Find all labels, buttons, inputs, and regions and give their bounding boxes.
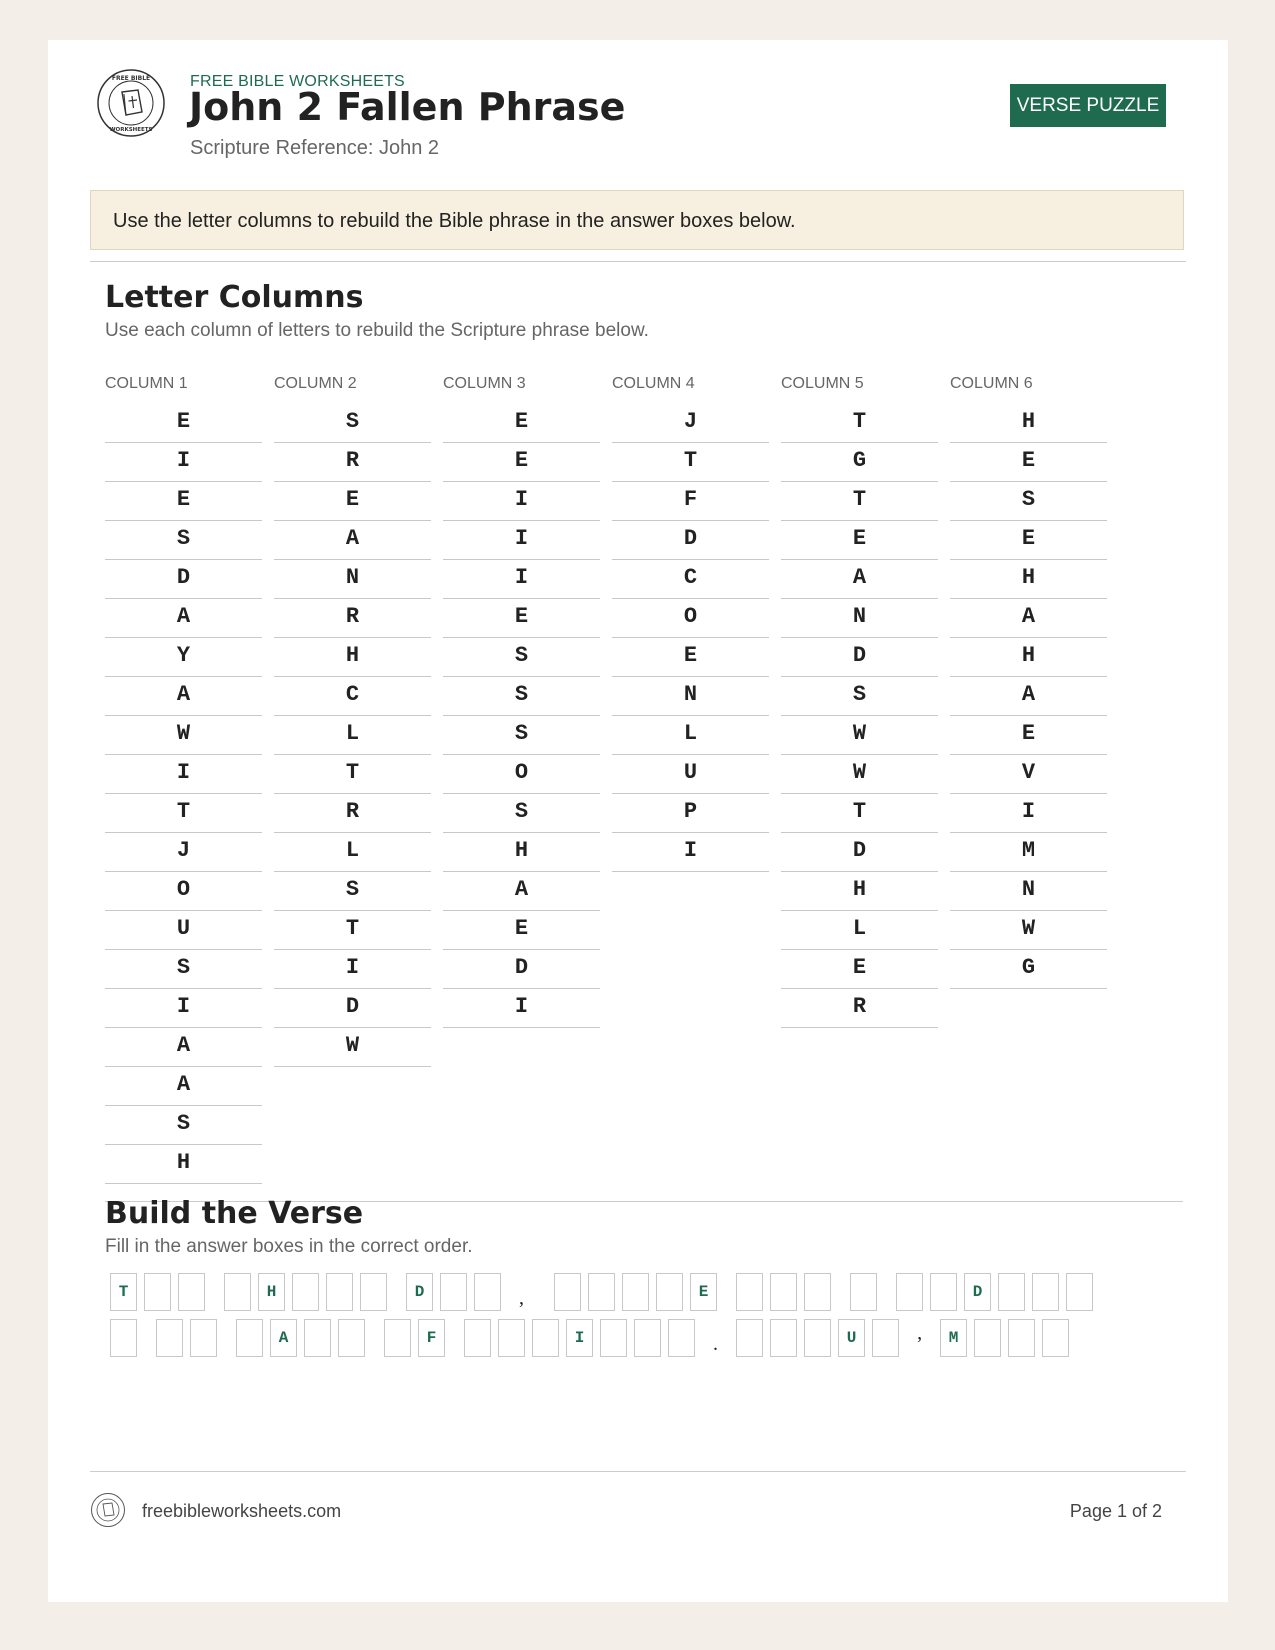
column-letter: S (105, 950, 262, 989)
answer-box[interactable] (1032, 1273, 1059, 1311)
column-letter: N (781, 599, 938, 638)
column-letter: S (443, 638, 600, 677)
column-letter: N (612, 677, 769, 716)
column-letter: R (274, 443, 431, 482)
column-letter: H (781, 872, 938, 911)
answer-box[interactable] (326, 1273, 353, 1311)
column-letter: C (612, 560, 769, 599)
column-letter: S (443, 677, 600, 716)
column-letter: H (443, 833, 600, 872)
column-letter: A (274, 521, 431, 560)
column-letter: T (105, 794, 262, 833)
build-verse-subheading: Fill in the answer boxes in the correct order. (105, 1236, 473, 1257)
answer-box[interactable] (998, 1273, 1025, 1311)
column-letter: E (950, 716, 1107, 755)
column-letter: W (950, 911, 1107, 950)
punctuation-mark: , (519, 1287, 524, 1309)
column-letter: Y (105, 638, 262, 677)
answer-box[interactable] (464, 1319, 491, 1357)
answer-box[interactable] (474, 1273, 501, 1311)
letter-column (274, 376, 431, 1067)
answer-box[interactable] (360, 1273, 387, 1311)
column-letter: I (105, 755, 262, 794)
column-letter: A (105, 599, 262, 638)
bible-logo-icon (96, 68, 166, 138)
column-letter: D (274, 989, 431, 1028)
column-letter: D (105, 560, 262, 599)
answer-box[interactable] (804, 1273, 831, 1311)
column-letter: W (781, 716, 938, 755)
column-letter: E (781, 950, 938, 989)
column-letter: E (612, 638, 769, 677)
column-letter: R (274, 599, 431, 638)
column-letter: E (950, 521, 1107, 560)
column-letter: A (105, 1028, 262, 1067)
column-letter: A (950, 599, 1107, 638)
answer-box[interactable] (190, 1319, 217, 1357)
column-letter: E (781, 521, 938, 560)
answer-box[interactable] (532, 1319, 559, 1357)
column-label: COLUMN 6 (950, 375, 1033, 392)
answer-box[interactable]: F (418, 1319, 445, 1357)
column-letter: D (443, 950, 600, 989)
verse-puzzle-badge: VERSE PUZZLE (1010, 84, 1166, 127)
column-letter: A (443, 872, 600, 911)
column-letter: P (612, 794, 769, 833)
answer-box[interactable] (110, 1319, 137, 1357)
letter-column (781, 376, 938, 1028)
column-letter: E (443, 404, 600, 443)
column-letter: R (781, 989, 938, 1028)
answer-box[interactable] (156, 1319, 183, 1357)
column-letter: H (950, 638, 1107, 677)
answer-box[interactable]: E (690, 1273, 717, 1311)
answer-box[interactable] (1066, 1273, 1093, 1311)
answer-box[interactable]: U (838, 1319, 865, 1357)
letter-column (443, 376, 600, 1028)
column-letter: E (105, 482, 262, 521)
column-letter: G (781, 443, 938, 482)
letter-column (612, 376, 769, 872)
worksheet-page (48, 40, 1228, 1602)
column-letter: W (105, 716, 262, 755)
letter-columns-heading: Letter Columns (105, 280, 364, 315)
divider (90, 1471, 1186, 1472)
answer-box[interactable] (588, 1273, 615, 1311)
column-letter: U (105, 911, 262, 950)
page-title: John 2 Fallen Phrase (189, 85, 626, 129)
build-verse-heading: Build the Verse (105, 1196, 364, 1231)
column-letter: D (612, 521, 769, 560)
column-letter: T (274, 911, 431, 950)
answer-box[interactable] (144, 1273, 171, 1311)
column-letter: I (105, 443, 262, 482)
column-letter: H (274, 638, 431, 677)
column-letter: S (105, 1106, 262, 1145)
header (48, 40, 1228, 180)
column-letter: E (950, 443, 1107, 482)
answer-box[interactable] (224, 1273, 251, 1311)
punctuation-mark: ’ (916, 1333, 923, 1355)
answer-box[interactable] (622, 1273, 649, 1311)
column-letter: I (443, 482, 600, 521)
answer-box[interactable] (872, 1319, 899, 1357)
column-letter: E (274, 482, 431, 521)
column-letter: L (274, 716, 431, 755)
column-letter: I (105, 989, 262, 1028)
answer-box[interactable]: I (566, 1319, 593, 1357)
column-letter: I (950, 794, 1107, 833)
column-letter: I (443, 560, 600, 599)
column-letter: E (443, 599, 600, 638)
answer-box[interactable] (850, 1273, 877, 1311)
column-letter: S (274, 404, 431, 443)
column-letter: W (781, 755, 938, 794)
answer-box[interactable] (736, 1319, 763, 1357)
answer-box[interactable] (304, 1319, 331, 1357)
column-letter: I (612, 833, 769, 872)
answer-box[interactable] (236, 1319, 263, 1357)
footer-site: freebibleworksheets.com (142, 1501, 342, 1521)
column-letter: R (274, 794, 431, 833)
answer-box[interactable]: H (258, 1273, 285, 1311)
column-letter: I (443, 521, 600, 560)
answer-box[interactable] (656, 1273, 683, 1311)
answer-box[interactable]: T (110, 1273, 137, 1311)
answer-box[interactable]: M (940, 1319, 967, 1357)
column-letter: S (105, 521, 262, 560)
letter-column (950, 376, 1107, 989)
column-label: COLUMN 1 (105, 375, 188, 392)
column-label: COLUMN 2 (274, 375, 357, 392)
column-letter: U (612, 755, 769, 794)
column-letter: D (781, 638, 938, 677)
column-letter: A (781, 560, 938, 599)
answer-box[interactable] (600, 1319, 627, 1357)
column-letter: T (612, 443, 769, 482)
answer-box[interactable]: D (406, 1273, 433, 1311)
column-label: COLUMN 3 (443, 375, 526, 392)
column-letter: T (274, 755, 431, 794)
answer-box[interactable] (804, 1319, 831, 1357)
divider (90, 261, 1186, 262)
column-letter: J (105, 833, 262, 872)
column-label: COLUMN 5 (781, 375, 864, 392)
column-letter: S (781, 677, 938, 716)
column-letter: O (105, 872, 262, 911)
column-letter: A (950, 677, 1107, 716)
instructions-text: Use the letter columns to rebuild the Bible phrase in the answer boxes below. (113, 210, 796, 232)
answer-box[interactable] (554, 1273, 581, 1311)
answer-box[interactable] (292, 1273, 319, 1311)
column-letter: E (105, 404, 262, 443)
column-letter: T (781, 482, 938, 521)
column-letter: N (274, 560, 431, 599)
column-letter: O (443, 755, 600, 794)
scripture-reference: Scripture Reference: John 2 (190, 137, 440, 159)
svg-text:FREE BIBLE: FREE BIBLE (111, 75, 151, 82)
column-letter: O (612, 599, 769, 638)
column-letter: N (950, 872, 1107, 911)
column-letter: L (781, 911, 938, 950)
letter-column (105, 376, 262, 1184)
brand-name: FREE BIBLE WORKSHEETS (190, 73, 405, 90)
answer-box[interactable] (930, 1273, 957, 1311)
answer-box[interactable] (896, 1273, 923, 1311)
column-letter: H (950, 560, 1107, 599)
column-letter: V (950, 755, 1107, 794)
answer-box[interactable]: D (964, 1273, 991, 1311)
column-letter: F (612, 482, 769, 521)
page-number: Page 1 of 2 (1069, 1501, 1162, 1521)
column-letter: S (443, 794, 600, 833)
column-letter: S (950, 482, 1107, 521)
column-letter: J (612, 404, 769, 443)
answer-box[interactable] (498, 1319, 525, 1357)
answer-box[interactable] (770, 1273, 797, 1311)
column-letter: M (950, 833, 1107, 872)
column-letter: I (274, 950, 431, 989)
answer-box[interactable] (668, 1319, 695, 1357)
answer-box[interactable] (736, 1273, 763, 1311)
column-letter: C (274, 677, 431, 716)
column-letter: H (105, 1145, 262, 1184)
column-letter: H (950, 404, 1107, 443)
column-letter: S (443, 716, 600, 755)
column-letter: L (274, 833, 431, 872)
answer-box[interactable] (634, 1319, 661, 1357)
answer-box[interactable] (1008, 1319, 1035, 1357)
answer-box[interactable] (338, 1319, 365, 1357)
column-letter: L (612, 716, 769, 755)
column-letter: A (105, 1067, 262, 1106)
answer-box[interactable] (1042, 1319, 1069, 1357)
footer-logo-icon (90, 1492, 126, 1528)
column-letter: T (781, 794, 938, 833)
punctuation-mark: . (713, 1333, 718, 1355)
answer-box[interactable]: A (270, 1319, 297, 1357)
column-letter: E (443, 443, 600, 482)
column-letter: A (105, 677, 262, 716)
answer-box[interactable] (178, 1273, 205, 1311)
instructions-box (90, 190, 1184, 250)
column-label: COLUMN 4 (612, 375, 695, 392)
column-letter: T (781, 404, 938, 443)
answer-box[interactable] (770, 1319, 797, 1357)
answer-box[interactable] (440, 1273, 467, 1311)
answer-box[interactable] (974, 1319, 1001, 1357)
letter-columns-subheading: Use each column of letters to rebuild the Scripture phrase below. (105, 320, 649, 341)
answer-box[interactable] (384, 1319, 411, 1357)
column-letter: G (950, 950, 1107, 989)
column-letter: S (274, 872, 431, 911)
column-letter: D (781, 833, 938, 872)
svg-text:WORKSHEETS: WORKSHEETS (109, 127, 153, 133)
column-letter: W (274, 1028, 431, 1067)
column-letter: E (443, 911, 600, 950)
column-letter: I (443, 989, 600, 1028)
